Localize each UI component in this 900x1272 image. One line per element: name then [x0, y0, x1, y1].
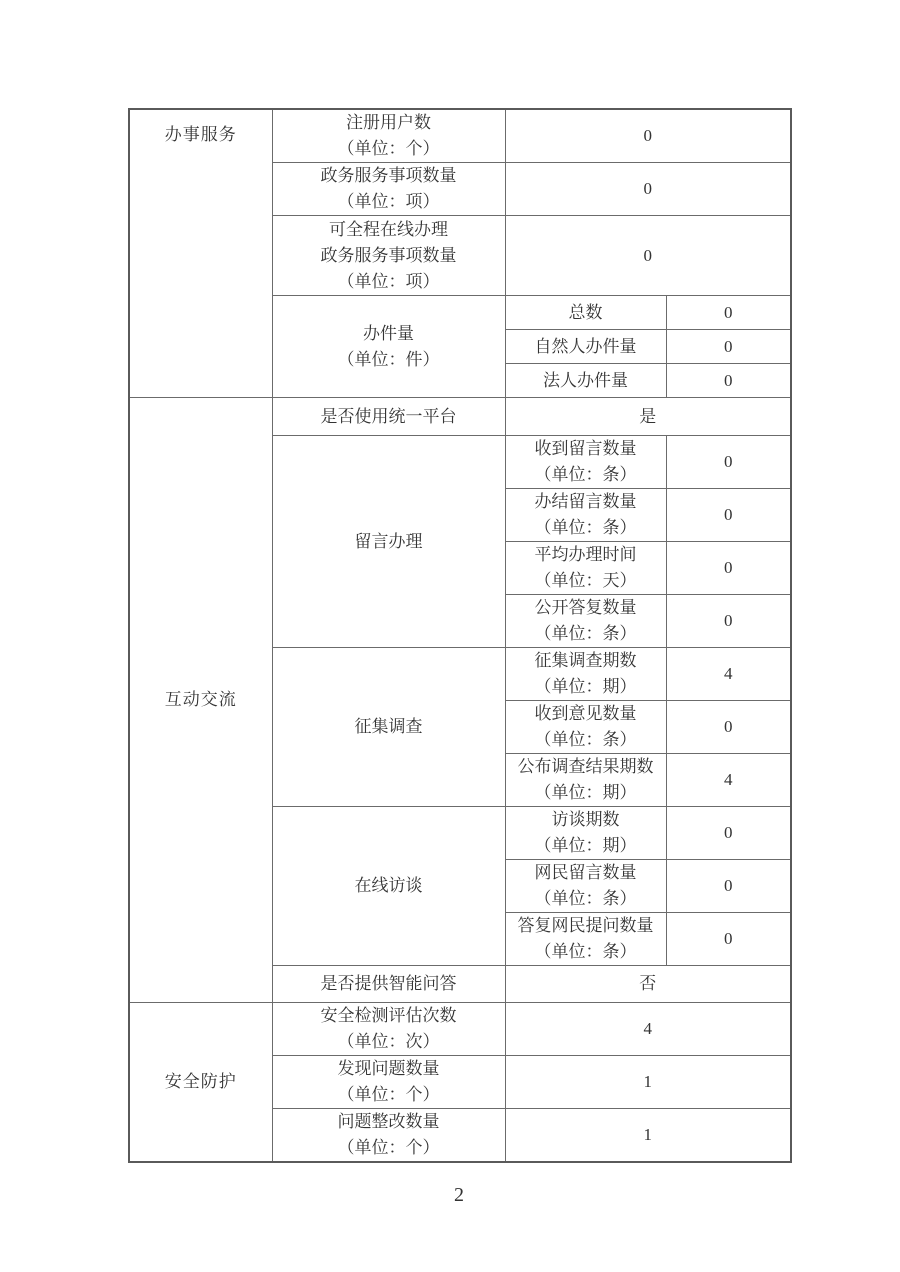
metric-label-registered-users — [272, 109, 505, 163]
metric-value: 1 — [505, 1056, 791, 1109]
label-line: （单位：期） — [534, 836, 637, 855]
metric-label-case-volume — [272, 296, 505, 398]
label-line: （单位：条） — [534, 518, 637, 537]
metric-value: 4 — [505, 1003, 791, 1056]
group-label-service: 办事服务 — [129, 109, 272, 398]
label-line: 网民留言数量 — [534, 863, 637, 882]
submetric-label-total: 总数 — [505, 296, 666, 330]
table-row — [129, 398, 791, 436]
submetric-label-legal-person: 法人办件量 — [505, 364, 666, 398]
label-line: （单位：个） — [337, 139, 440, 158]
report-table — [128, 108, 792, 1163]
label-line: 政务服务事项数量 — [320, 166, 457, 185]
label-line: （单位：项） — [337, 192, 440, 211]
metric-label-smart-qa: 是否提供智能问答 — [272, 966, 505, 1003]
submetric-label-questions-answered — [505, 913, 666, 966]
label-line: 问题整改数量 — [337, 1112, 440, 1131]
label-line: （单位：次） — [337, 1032, 440, 1051]
label-line: （单位：条） — [534, 730, 637, 749]
table-row — [129, 109, 791, 163]
submetric-value: 0 — [666, 701, 791, 754]
submetric-value: 4 — [666, 754, 791, 807]
submetric-value: 0 — [666, 913, 791, 966]
submetric-label-natural-person: 自然人办件量 — [505, 330, 666, 364]
label-line: （单位：期） — [534, 677, 637, 696]
label-line: 办结留言数量 — [534, 492, 637, 511]
submetric-label-survey-issues — [505, 648, 666, 701]
submetric-label-public-replies — [505, 595, 666, 648]
metric-value: 否 — [505, 966, 791, 1003]
metric-label-online-items — [272, 216, 505, 296]
submetric-value: 0 — [666, 807, 791, 860]
metric-value: 1 — [505, 1109, 791, 1163]
label-line: 安全检测评估次数 — [320, 1006, 457, 1025]
submetric-label-netizen-messages — [505, 860, 666, 913]
label-line: （单位：个） — [337, 1138, 440, 1157]
subgroup-label-online-interview: 在线访谈 — [272, 807, 505, 966]
label-line: 发现问题数量 — [337, 1059, 440, 1078]
label-line: （单位：件） — [337, 349, 440, 369]
metric-label-unified-platform: 是否使用统一平台 — [272, 398, 505, 436]
label-line: 征集调查期数 — [534, 651, 637, 670]
label-line: （单位：条） — [534, 465, 637, 484]
page-number: 2 — [454, 1184, 464, 1206]
metric-label-security-assessments — [272, 1003, 505, 1056]
subgroup-label-message-handling: 留言办理 — [272, 436, 505, 648]
submetric-value: 0 — [666, 364, 791, 398]
label-line: （单位：条） — [534, 624, 637, 643]
submetric-label-messages-resolved — [505, 489, 666, 542]
submetric-label-interview-issues — [505, 807, 666, 860]
label-line: （单位：条） — [534, 942, 637, 961]
label-line: 收到意见数量 — [534, 704, 637, 723]
label-line: 办件量 — [363, 323, 414, 343]
metric-label-problems-rectified — [272, 1109, 505, 1163]
group-label-security: 安全防护 — [129, 1003, 272, 1163]
submetric-value: 0 — [666, 595, 791, 648]
label-line: 公开答复数量 — [534, 598, 637, 617]
label-line: 公布调查结果期数 — [517, 757, 654, 776]
label-line: 可全程在线办理 — [329, 219, 448, 239]
label-line: （单位：项） — [337, 271, 440, 291]
label-line: 收到留言数量 — [534, 439, 637, 458]
submetric-value: 4 — [666, 648, 791, 701]
submetric-label-survey-results-published — [505, 754, 666, 807]
label-line: （单位：期） — [534, 783, 637, 802]
label-line: 访谈期数 — [551, 810, 620, 829]
label-line: （单位：天） — [534, 571, 637, 590]
metric-value: 0 — [505, 163, 791, 216]
submetric-value: 0 — [666, 330, 791, 364]
metric-value: 0 — [505, 109, 791, 163]
submetric-label-messages-received — [505, 436, 666, 489]
submetric-label-opinions-received — [505, 701, 666, 754]
label-line: （单位：个） — [337, 1085, 440, 1104]
label-line: 平均办理时间 — [534, 545, 637, 564]
table-row — [129, 1003, 791, 1056]
label-line: 政务服务事项数量 — [320, 245, 457, 265]
submetric-label-avg-handling-time — [505, 542, 666, 595]
submetric-value: 0 — [666, 542, 791, 595]
subgroup-label-survey: 征集调查 — [272, 648, 505, 807]
submetric-value: 0 — [666, 489, 791, 542]
metric-label-problems-found — [272, 1056, 505, 1109]
label-line: （单位：条） — [534, 889, 637, 908]
submetric-value: 0 — [666, 436, 791, 489]
label-line: 答复网民提问数量 — [517, 916, 654, 935]
group-label-interaction: 互动交流 — [129, 398, 272, 1003]
submetric-value: 0 — [666, 296, 791, 330]
metric-label-service-items — [272, 163, 505, 216]
label-line: 注册用户数 — [346, 113, 431, 132]
metric-value: 0 — [505, 216, 791, 296]
metric-value: 是 — [505, 398, 791, 436]
submetric-value: 0 — [666, 860, 791, 913]
